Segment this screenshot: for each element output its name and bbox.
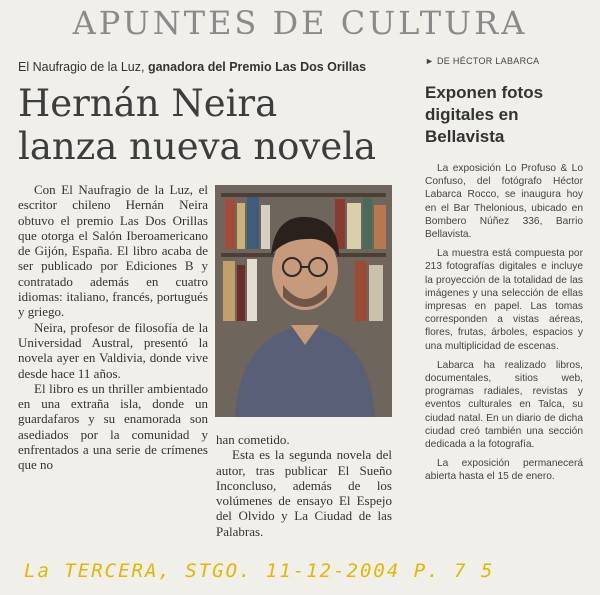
paragraph: La exposición permanecerá abierta hasta el 15 de enero.	[425, 458, 583, 483]
author-photo	[215, 185, 392, 417]
sidebar-body	[425, 162, 583, 484]
section-title: APUNTES DE CULTURA	[72, 4, 528, 42]
headline-line-2: lanza nueva novela	[18, 125, 377, 168]
paragraph: La muestra está compuesta por 213 fotografías digitales e incluye la proyección de la totalidad de las imágenes y una selección de ellas impresas en papel. Las tomas corresponden a vistas aéreas, flores, frutas, árboles, espacios y una multiplicidad de escenas.	[425, 248, 583, 352]
author-portrait-image	[215, 185, 392, 417]
headline-line-1: Hernán Neira	[18, 82, 278, 125]
paragraph: han cometido.	[216, 432, 290, 447]
sidebar-article	[425, 56, 583, 490]
handwritten-source-note: La TERCERA, STGO. 11-12-2004 P. 7 5	[24, 560, 495, 582]
paragraph: El libro es un thriller ambientado en una extraña isla, donde un guardafaros y su enamorada son asediados por la comunidad y enfrentados a una serie de crímenes que no	[18, 380, 208, 473]
paragraph: Esta es la segunda novela del autor, tras publicar El Sueño Inconcluso, además de los volúmenes de ensayo El Espejo del Olvido y La Ciudad de las Palabras.	[216, 447, 392, 539]
deck-prefix: El Naufragio de la Luz,	[18, 60, 145, 74]
article-column-1	[18, 182, 208, 473]
article-column-2	[216, 432, 392, 539]
paragraph: Con El Naufragio de la Luz, el escritor chileno Hernán Neira obtuvo el premio Las Dos Orillas que otorga el Salón Iberoamericano de Gijón, España. El libro acaba de ser publicado por Ediciones B y contratado además en cuatro idiomas: italiano, francés, portugués y griego.	[18, 182, 208, 320]
article-headline	[18, 82, 410, 168]
paragraph: Neira, profesor de filosofía de la Universidad Austral, presentó la novela ayer en Valdivia, donde vive desde hace 11 años.	[18, 319, 208, 381]
paragraph: Labarca ha realizado libros, documentales, sitios web, programas radiales, revistas y eventos culturales en Talca, su ciudad natal. En un diario de dicha ciudad creó también una sección dedicada a la fotografía.	[425, 359, 583, 451]
deck-bold: ganadora del Premio Las Dos Orillas	[147, 60, 367, 74]
paragraph: La exposición Lo Profuso & Lo Confuso, del fotógrafo Héctor Labarca Rocco, se inaugura hoy en el Bar Thelonious, ubicado en Bombero Núñez 336, Barrio Bellavista.	[425, 163, 583, 241]
sidebar-byline: ► DE HÉCTOR LABARCA	[425, 56, 540, 66]
sidebar-headline: Exponen fotos digitales en Bellavista	[425, 83, 544, 146]
article-deck	[18, 60, 366, 74]
